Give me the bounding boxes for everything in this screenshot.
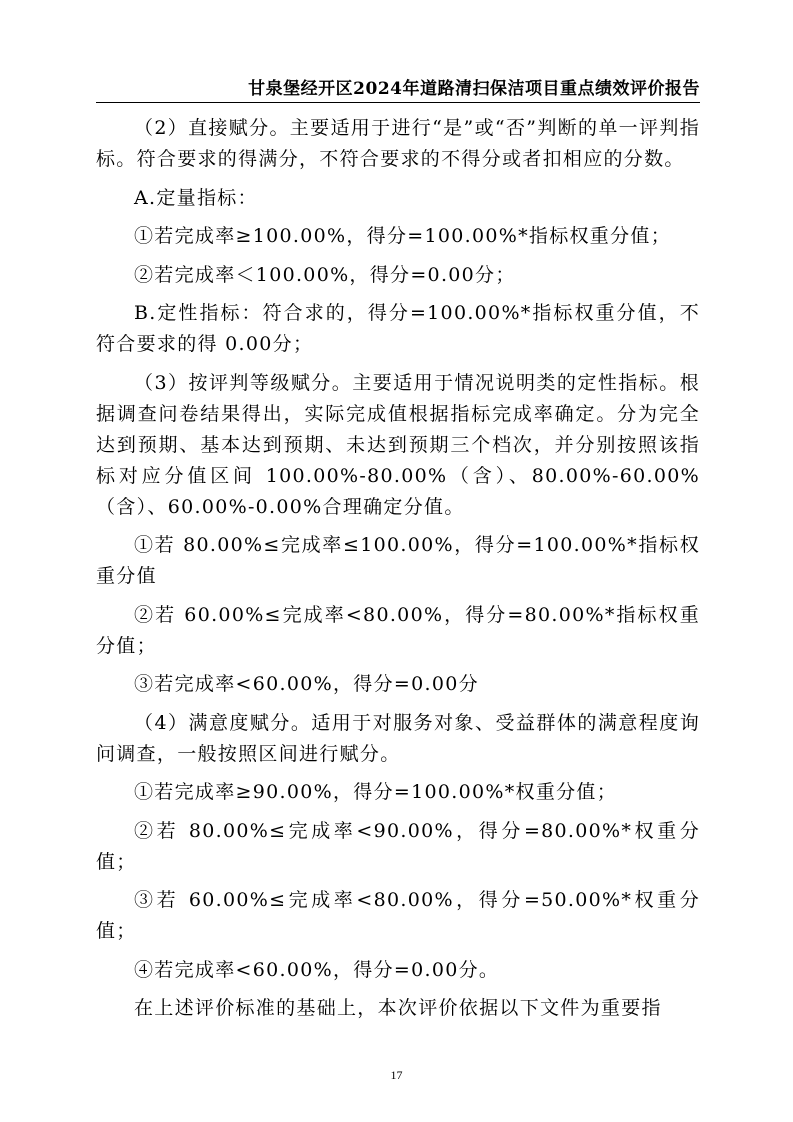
paragraph-qualitative: B.定性指标：符合求的，得分=100.00%*指标权重分值，不符合要求的得 0.00分； (96, 302, 700, 355)
paragraph-direct-scoring: （2）直接赋分。主要适用于进行“是”或“否”判断的单一评判指标。符合要求的得满分，不符合要求的不得分或者扣相应的分数。 (96, 117, 700, 170)
paragraph-satisfaction-rule-1: ①若完成率≥90.00%，得分=100.00%*权重分值； (134, 781, 618, 803)
paragraph-quantitative-rule-2: ②若完成率＜100.00%，得分=0.00分； (134, 263, 516, 286)
paragraph-satisfaction-rule-2: ②若 80.00%≤完成率<90.00%，得分=80.00%*权重分值； (96, 819, 700, 873)
body-text (96, 113, 700, 1024)
running-header: 甘泉堡经开区2024年道路清扫保洁项目重点绩效评价报告 (248, 79, 700, 99)
paragraph-satisfaction-scoring: （4）满意度赋分。适用于对服务对象、受益群体的满意程度询问调查，一般按照区间进行赋分。 (96, 711, 700, 765)
paragraph-grade-rule-1: ①若 80.00%≤完成率≤100.00%，得分=100.00%*指标权重分值 (96, 534, 700, 587)
paragraph-grade-scoring: （3）按评判等级赋分。主要适用于情况说明类的定性指标。根据调查问卷结果得出，实际完成值根据指标完成率确定。分为完全达到预期、基本达到预期、未达到预期三个档次，并分别按照该指标对应分值区间 100.00%-80.00%（含）、80.00%-60.00%（含）、60.00%-0.00%合理确定分值。 (96, 371, 700, 518)
paragraph-quantitative-heading: A.定量指标： (134, 186, 258, 209)
paragraph-grade-rule-2: ②若 60.00%≤完成率<80.00%，得分=80.00%*指标权重分值； (96, 603, 700, 657)
paragraph-quantitative-rule-1: ①若完成率≥100.00%，得分=100.00%*指标权重分值； (134, 225, 672, 247)
paragraph-satisfaction-rule-3: ③若 60.00%≤完成率<80.00%，得分=50.00%*权重分值； (96, 889, 700, 942)
paragraph-closing: 在上述评价标准的基础上，本次评价依据以下文件为重要指 (134, 997, 662, 1019)
page-number: 17 (390, 1068, 403, 1082)
paragraph-grade-rule-3: ③若完成率<60.00%，得分=0.00分 (134, 673, 479, 695)
paragraph-satisfaction-rule-4: ④若完成率<60.00%，得分=0.00分。 (134, 958, 500, 981)
header-rule (96, 102, 700, 103)
